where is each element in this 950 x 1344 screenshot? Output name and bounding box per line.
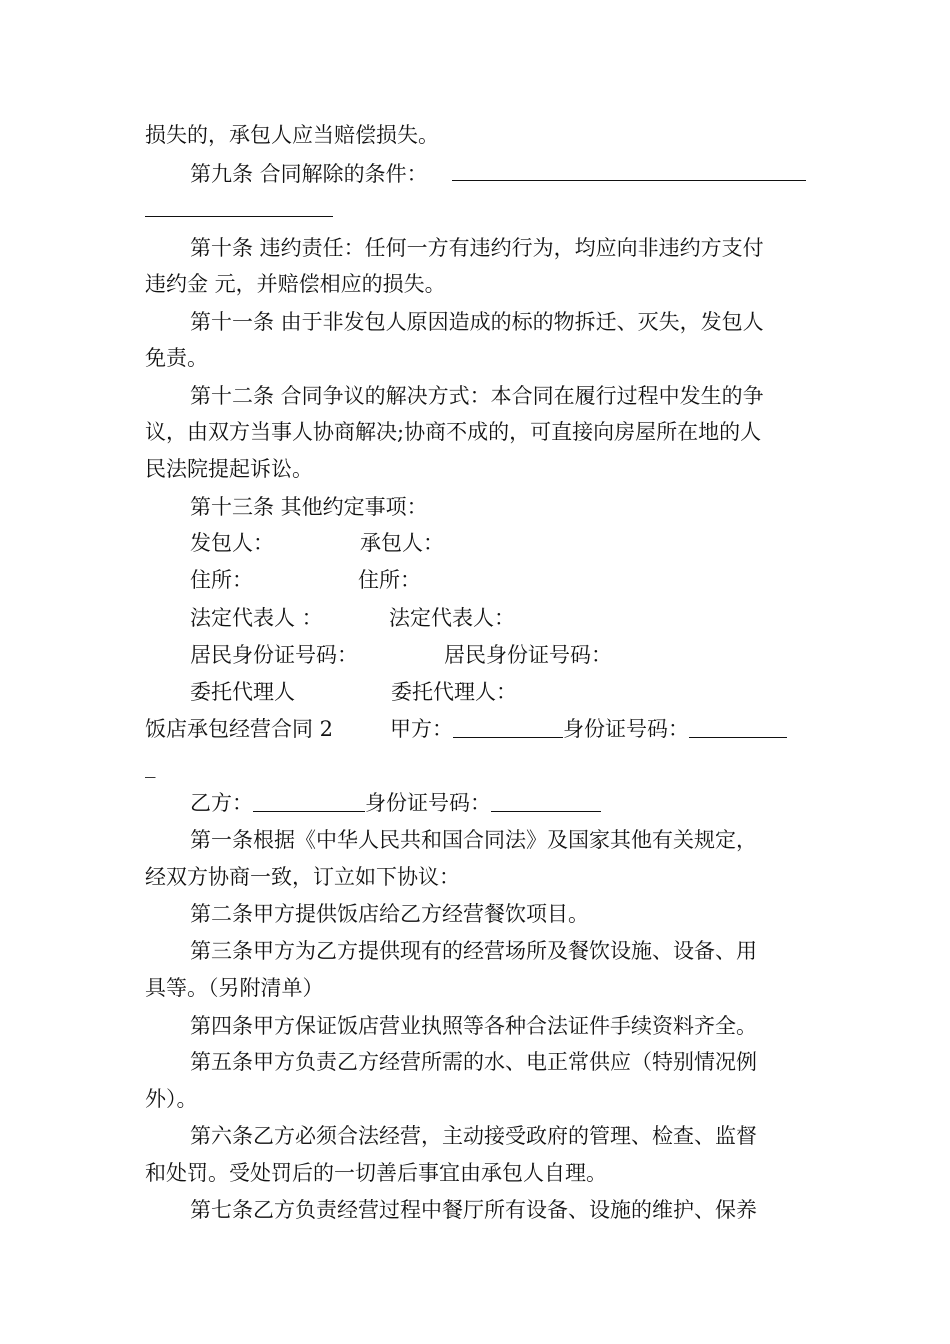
blank-line bbox=[452, 180, 806, 181]
party-b-row bbox=[190, 785, 601, 821]
text-line: _ bbox=[145, 754, 156, 778]
blank-line bbox=[145, 216, 333, 217]
article-3: 第三条甲方为乙方提供现有的经营场所及餐饮设施、设备、用 bbox=[190, 939, 757, 963]
signature-row bbox=[190, 525, 444, 561]
article-7: 第七条乙方负责经营过程中餐厅所有设备、设施的维护、保养 bbox=[190, 1198, 757, 1222]
article-1: 第一条根据《中华人民共和国合同法》及国家其他有关规定， bbox=[190, 828, 757, 852]
clause-9: 第九条 合同解除的条件： bbox=[190, 162, 428, 186]
party-b-label: 乙方： bbox=[190, 791, 253, 815]
article-2: 第二条甲方提供饭店给乙方经营餐饮项目。 bbox=[190, 902, 589, 926]
blank-line bbox=[491, 789, 601, 812]
agent-label: 委托代理人 bbox=[190, 680, 295, 704]
section-heading: 饭店承包经营合同 2 bbox=[145, 717, 334, 741]
party-a-row bbox=[390, 711, 787, 747]
signature-row bbox=[190, 674, 517, 710]
id-number-label: 居民身份证号码： bbox=[190, 643, 358, 667]
id-number-label: 身份证号码： bbox=[563, 717, 689, 741]
article-6: 第六条乙方必须合法经营，主动接受政府的管理、检查、监督 bbox=[190, 1124, 757, 1148]
clause-13: 第十三条 其他约定事项： bbox=[190, 495, 428, 519]
party-a-label: 甲方： bbox=[390, 717, 453, 741]
text-line: 损失的，承包人应当赔偿损失。 bbox=[145, 123, 439, 147]
blank-line bbox=[253, 789, 365, 812]
signature-row bbox=[190, 637, 612, 673]
clause-12: 第十二条 合同争议的解决方式：本合同在履行过程中发生的争 bbox=[190, 384, 764, 408]
text-line: 违约金 元，并赔偿相应的损失。 bbox=[145, 272, 446, 296]
blank-line bbox=[689, 715, 787, 738]
contractee-label: 承包人： bbox=[360, 531, 444, 555]
clause-10: 第十条 违约责任：任何一方有违约行为，均应向非违约方支付 bbox=[190, 236, 764, 260]
article-4: 第四条甲方保证饭店营业执照等各种合法证件手续资料齐全。 bbox=[190, 1014, 757, 1038]
article-5: 第五条甲方负责乙方经营所需的水、电正常供应（特别情况例 bbox=[190, 1050, 757, 1074]
clause-11: 第十一条 由于非发包人原因造成的标的物拆迁、灭失，发包人 bbox=[190, 310, 764, 334]
id-number-label: 身份证号码： bbox=[365, 791, 491, 815]
text-line: 具等。（另附清单） bbox=[145, 976, 324, 1000]
text-line: 民法院提起诉讼。 bbox=[145, 457, 313, 481]
text-line: 外）。 bbox=[145, 1087, 198, 1111]
address-label: 住所： bbox=[358, 568, 421, 592]
signature-row bbox=[190, 562, 421, 598]
id-number-label: 居民身份证号码： bbox=[444, 643, 612, 667]
text-line: 经双方协商一致，订立如下协议： bbox=[145, 865, 460, 889]
contractor-label: 发包人： bbox=[190, 531, 274, 555]
text-line: 议，由双方当事人协商解决;协商不成的，可直接向房屋所在地的人 bbox=[145, 420, 762, 444]
legal-rep-label: 法定代表人 ： bbox=[190, 606, 323, 630]
text-line: 和处罚。受处罚后的一切善后事宜由承包人自理。 bbox=[145, 1161, 607, 1185]
text-line: 免责。 bbox=[145, 346, 208, 370]
legal-rep-label: 法定代表人： bbox=[389, 606, 515, 630]
address-label: 住所： bbox=[190, 568, 253, 592]
signature-row bbox=[190, 600, 515, 636]
agent-label: 委托代理人： bbox=[391, 680, 517, 704]
blank-line bbox=[453, 715, 563, 738]
